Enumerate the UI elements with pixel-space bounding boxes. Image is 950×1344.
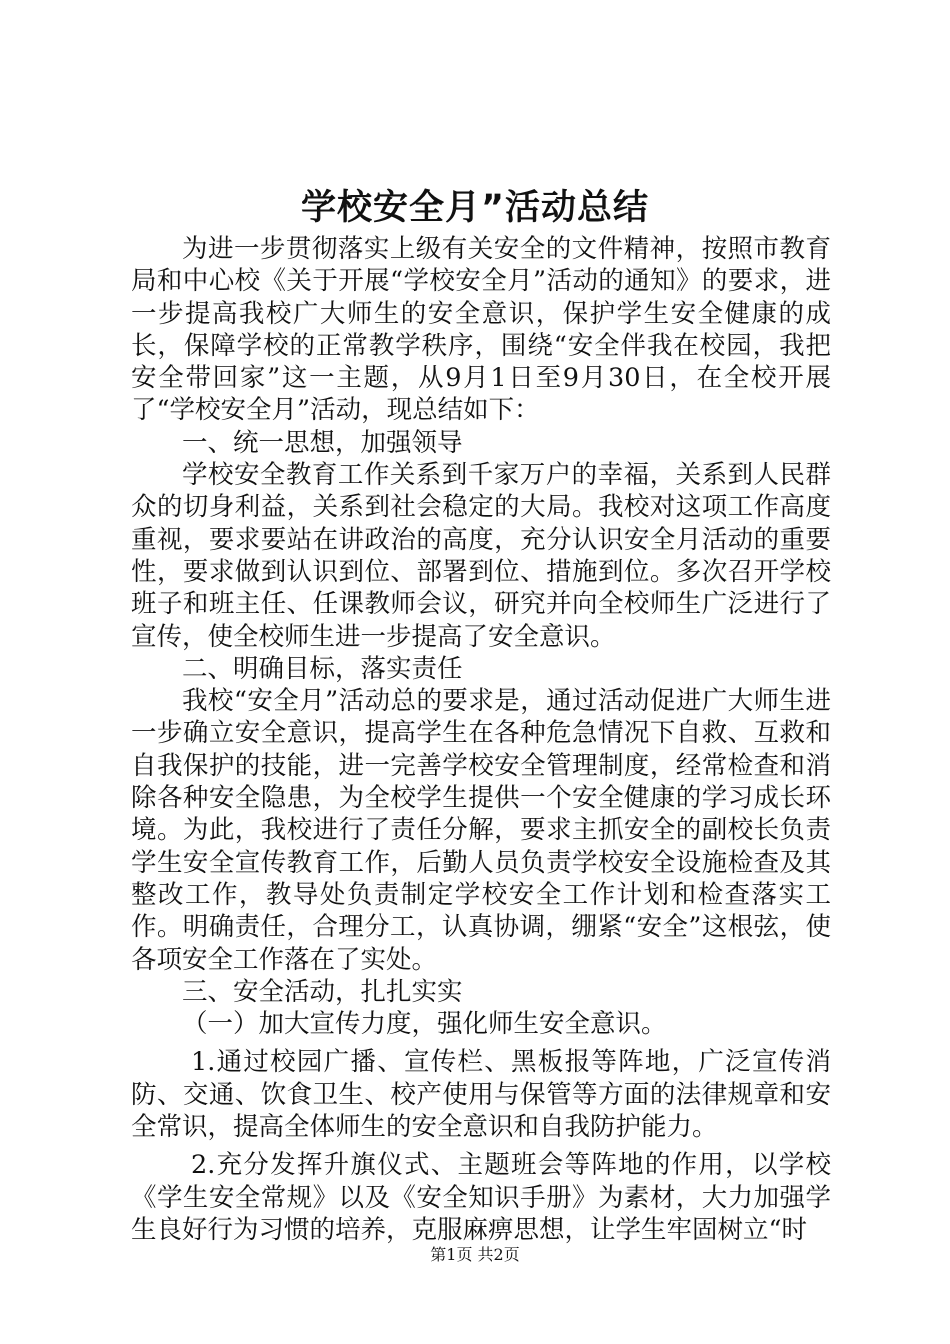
- paragraph-section-1: 学校安全教育工作关系到千家万户的幸福，关系到人民群众的切身利益，关系到社会稳定的大局。我校对这项工作高度重视，要求要站在讲政治的高度，充分认识安全月活动的重要性，要求做到认识到位、部署到位、措施到位。多次召开学校班子和班主任、任课教师会议，研究并向全校师生广泛进行了宣传，使全校师生进一步提高了安全意识。: [131, 460, 831, 652]
- list-item-1: 1.通过校园广播、宣传栏、黑板报等阵地，广泛宣传消防、交通、饮食卫生、校产使用与保管等方面的法律规章和安全常识，提高全体师生的安全意识和自我防护能力。: [131, 1047, 831, 1143]
- document-title: 学校安全月”活动总结: [300, 188, 649, 228]
- section-heading-2: 二、明确目标，落实责任: [182, 653, 463, 684]
- section-heading-3: 三、安全活动，扎扎实实: [182, 976, 463, 1007]
- document-body: [131, 233, 831, 1246]
- subsection-heading-1: （一）加大宣传力度，强化师生安全意识。: [182, 1009, 667, 1040]
- section-heading-1: 一、统一思想，加强领导: [182, 427, 463, 458]
- list-item-2: 2.充分发挥升旗仪式、主题班会等阵地的作用，以学校《学生安全常规》以及《安全知识手册》为素材，大力加强学生良好行为习惯的培养，克服麻痹思想，让学生牢固树立“时: [131, 1150, 831, 1245]
- page-footer: 第1页 共2页: [430, 1245, 520, 1264]
- paragraph-section-2: 我校“安全月”活动总的要求是，通过活动促进广大师生进一步确立安全意识，提高学生在各种危急情况下自救、互救和自我保护的技能，进一完善学校安全管理制度，经常检查和消除各种安全隐患，为全校学生提供一个安全健康的学习成长环境。为此，我校进行了责任分解，要求主抓安全的副校长负责学生安全宣传教育工作，后勤人员负责学校安全设施检查及其整改工作，教导处负责制定学校安全工作计划和检查落实工作。明确责任，合理分工，认真协调，绷紧“安全”这根弦，使各项安全工作落在了实处。: [131, 686, 831, 975]
- paragraph-intro: 为进一步贯彻落实上级有关安全的文件精神，按照市教育局和中心校《关于开展“学校安全月”活动的通知》的要求，进一步提高我校广大师生的安全意识，保护学生安全健康的成长，保障学校的正常教学秩序，围绕“安全伴我在校园，我把安全带回家”这一主题，从9月1日至9月30日，在全校开展了“学校安全月”活动，现总结如下：: [131, 234, 831, 426]
